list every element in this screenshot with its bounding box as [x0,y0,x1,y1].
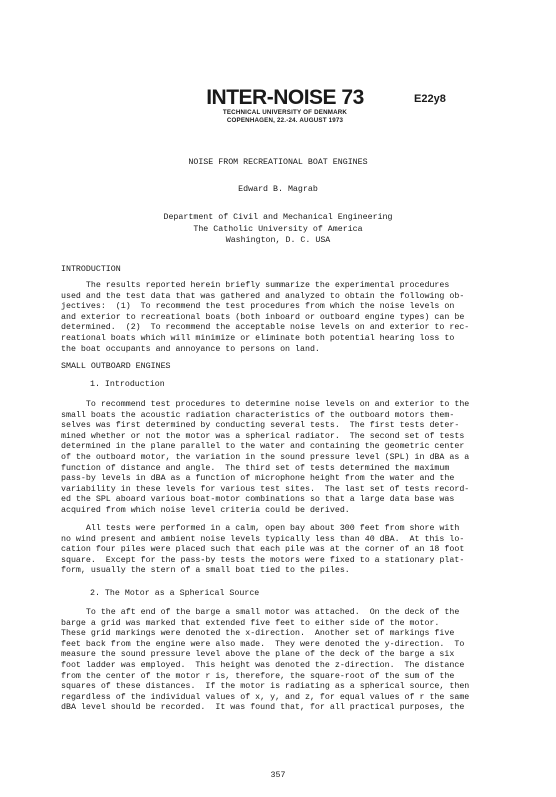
text-line: barge a grid was marked that extended five feet to either side of the motor. [61,618,440,628]
author-name: Edward B. Magrab [238,185,318,194]
text-line: pass-by levels in dBA as a function of microphone height from the water and the [61,474,455,484]
outboard-paragraph-2 [61,524,491,577]
text-line: acquired from which noise level criteria could be derived. [61,505,350,515]
text-line: All tests were performed in a calm, open bay about 300 feet from shore with [61,524,460,533]
paper-title: NOISE FROM RECREATIONAL BOAT ENGINES [188,158,368,167]
affiliation-line: Department of Civil and Mechanical Engineering [163,213,393,222]
text-line: function of distance and angle. The third set of tests determined the maximum [61,463,450,473]
conference-university: TECHNICAL UNIVERSITY OF DENMARK [222,109,348,116]
text-line: dBA level should be recorded. It was found that, for all practical purposes, the [61,703,465,713]
author-affiliation [0,212,556,247]
text-line: of the outboard motor, the variation in the sound pressure level (SPL) in dBA as a [61,452,470,462]
spherical-source-paragraph [61,608,491,714]
text-line: the boat occupants and annoyance to persons on land. [61,344,320,354]
paper-code: E22y8 [414,93,446,105]
conference-title: INTER-NOISE 73 [206,86,364,109]
text-line: The results reported herein briefly summarize the experimental procedures [61,281,450,290]
text-line: and exterior to recreational boats (both inboard or outboard engine types) can be [61,312,465,322]
text-line: regardless of the individual values of x, y, and z, for equal values of r the same [61,692,470,702]
text-line: selves was first determined by conducting several tests. The first tests deter- [61,421,460,431]
text-line: foot ladder was employed. This height was denoted the z-direction. The distance [61,660,465,670]
text-line: feet back from the engine were also made. They were denoted the y-direction. To [61,639,465,649]
text-line: To recommend test procedures to determine noise levels on and exterior to the [61,400,470,409]
text-line: reational boats which will minimize or eliminate both potential hearing loss to [61,333,455,343]
subsection-heading-introduction: 1. Introduction [90,380,165,389]
text-line: variability in these levels for various test sites. The last set of tests record- [61,484,470,494]
section-heading-introduction: INTRODUCTION [61,265,121,274]
subsection-heading-spherical-source: 2. The Motor as a Spherical Source [90,589,260,598]
text-line: determined in the plane parallel to the water and containing the geometric center [61,442,465,452]
text-line: determined. (2) To recommend the acceptable noise levels on and exterior to rec- [61,323,470,333]
text-line: mined whether or not the motor was a spherical radiator. The second set of tests [61,431,465,441]
text-line: used and the test data that was gathered and analyzed to obtain the following ob- [61,291,465,301]
page-number: 357 [270,771,286,780]
outboard-paragraph-1 [61,400,491,517]
text-line: These grid markings were denoted the x-direction. Another set of markings five [61,629,455,639]
introduction-paragraph [61,281,491,355]
text-line: measure the sound pressure level above the plane of the deck of the barge a six [61,650,455,660]
conference-location-date: COPENHAGEN, 22.-24. AUGUST 1973 [226,117,344,124]
text-line: squares of these distances. If the motor is radiating as a spherical source, then [61,682,470,692]
text-line: from the center of the motor r is, therefore, the square-root of the sum of the [61,671,455,681]
text-line: jectives: (1) To recommend the test procedures from which the noise levels on [61,302,455,312]
text-line: form, usually the stern of a small boat tied to the piles. [61,566,350,576]
affiliation-line: Washington, D. C. USA [225,236,331,245]
text-line: no wind present and ambient noise levels typically less than 40 dBA. At this lo- [61,534,465,544]
text-line: To the aft end of the barge a small motor was attached. On the deck of the [61,608,460,617]
text-line: ed the SPL aboard various boat-motor combinations so that a large data base was [61,495,455,505]
section-heading-outboard: SMALL OUTBOARD ENGINES [61,362,171,371]
affiliation-line: The Catholic University of America [193,224,363,234]
text-line: square. Except for the pass-by tests the motors were fixed to a stationary plat- [61,555,465,565]
text-line: cation four piles were placed such that each pile was at the corner of an 18 foot [61,545,465,555]
text-line: small boats the acoustic radiation characteristics of the outboard motors them- [61,410,455,420]
conference-masthead [200,87,370,125]
